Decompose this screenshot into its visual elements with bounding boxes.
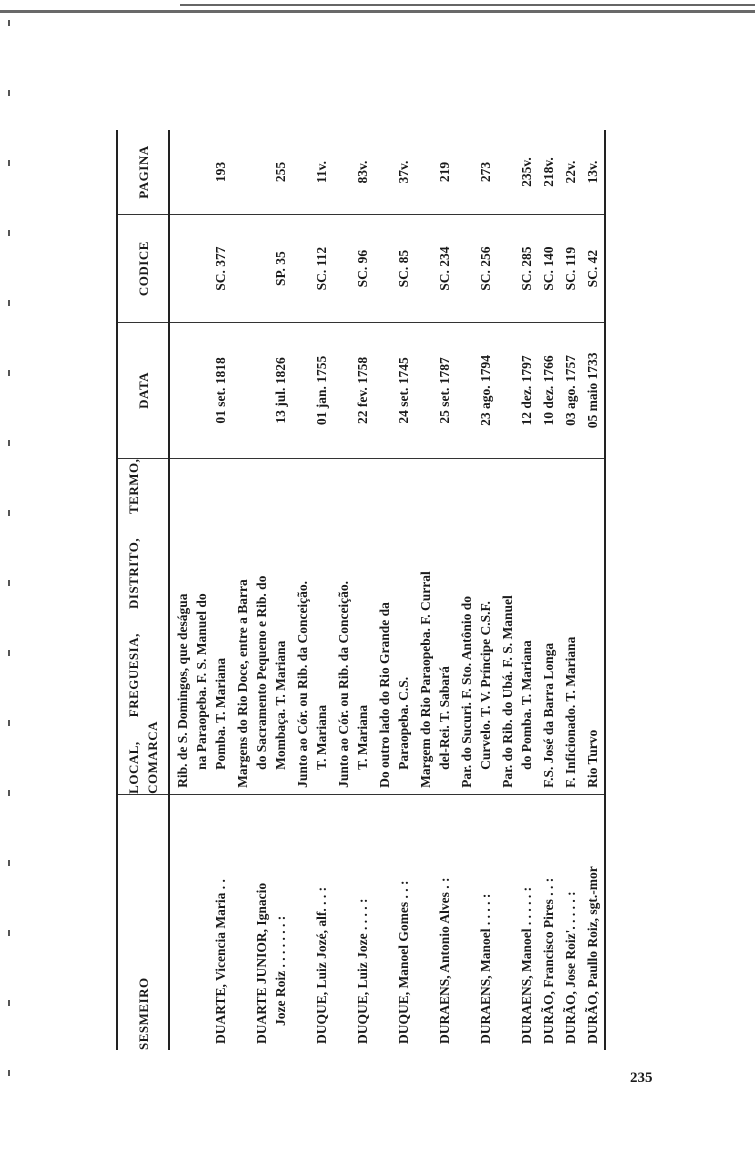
sesmeiro-cell <box>558 794 580 1050</box>
codice-cell: SC. 377 <box>169 215 230 323</box>
sesmeiro-cell-line: DUQUE, Luiz Joze . . . . : <box>355 898 370 1044</box>
sesmeiro-cell-line: DUARTE, Vicencia Maria . . <box>213 879 228 1044</box>
binding-edge <box>8 20 10 1130</box>
local-cell <box>413 458 454 794</box>
sesmeiro-cell-line: DUQUE, Manoel Gomes . . : <box>396 880 411 1044</box>
table-body <box>169 130 605 1050</box>
local-cell-line: Junto ao Cór. ou Rib. da Conceição. <box>336 580 351 788</box>
local-cell-line: Junto ao Cór. ou Rib. da Conceição. <box>295 580 310 788</box>
sesmeiro-cell-line: DUARTE JUNIOR, Ignacio <box>254 882 269 1044</box>
local-cell-line: Paraopeba. C.S. <box>396 676 411 770</box>
codice-cell: SC. 42 <box>580 215 605 323</box>
local-cell-line: Pomba. T. Mariana <box>213 657 228 770</box>
local-cell <box>536 458 558 794</box>
data-cell: 23 ago. 1794 <box>454 323 495 458</box>
codice-cell: SC. 140 <box>536 215 558 323</box>
codice-cell: SC. 285 <box>495 215 536 323</box>
pagina-cell: 11v. <box>290 130 331 215</box>
sesmeiro-cell <box>331 794 372 1050</box>
data-cell: 01 set. 1818 <box>169 323 230 458</box>
data-cell: 24 set. 1745 <box>372 323 413 458</box>
local-cell-line: Par. do Rib. do Ubá. F. S. Manuel <box>500 595 515 788</box>
local-cell <box>580 458 605 794</box>
local-cell-line: F.S. José da Barra Longa <box>541 642 556 788</box>
sesmeiro-cell <box>230 794 290 1050</box>
data-cell: 10 dez. 1766 <box>536 323 558 458</box>
sesmeiro-cell <box>454 794 495 1050</box>
header-pagina: PAGINA <box>117 130 169 215</box>
pagina-cell: 13v. <box>580 130 605 215</box>
local-cell-line: T. Mariana <box>355 704 370 770</box>
codice-cell: SC. 96 <box>331 215 372 323</box>
local-cell-line: Margem do Rio Paraopeba. F. Curral <box>418 571 433 788</box>
sesmeiro-cell-line: DURÃO, Jose Roiz'. . . . . : <box>563 891 578 1044</box>
sesmeiro-cell-line: DURÃO, Paullo Roiz, sgt.-mor <box>585 866 600 1044</box>
local-cell <box>495 458 536 794</box>
table-row <box>495 130 536 1050</box>
sesmeiro-cell <box>290 794 331 1050</box>
data-cell: 25 set. 1787 <box>413 323 454 458</box>
scan-edge-line <box>180 4 755 6</box>
header-sesmeiro: SESMEIRO <box>117 794 169 1050</box>
scan-top-border <box>0 10 755 13</box>
data-cell: 03 ago. 1757 <box>558 323 580 458</box>
page-number: 235 <box>630 1070 653 1086</box>
data-cell: 05 maio 1733 <box>580 323 605 458</box>
sesmeiro-cell <box>495 794 536 1050</box>
table-row <box>331 130 372 1050</box>
local-cell-line: Mombaça. T. Mariana <box>273 640 288 770</box>
codice-cell: SC. 112 <box>290 215 331 323</box>
local-cell-line: na Paraopeba. F. S. Manuel do <box>194 593 209 770</box>
sesmeiro-cell <box>413 794 454 1050</box>
local-cell <box>230 458 290 794</box>
data-cell: 13 jul. 1826 <box>230 323 290 458</box>
table-header-row <box>117 130 169 1050</box>
local-cell-line: Rio Turvo <box>585 729 600 788</box>
local-cell-line: do Sacramento Pequeno e Rib. do <box>254 575 269 770</box>
pagina-cell: 83v. <box>331 130 372 215</box>
pagina-cell: 22v. <box>558 130 580 215</box>
sesmeiro-cell <box>536 794 558 1050</box>
sesmeiro-cell-line: DUQUE, Luiz Jozé, alf. . . : <box>314 886 329 1044</box>
local-cell-line: T. Mariana <box>314 704 329 770</box>
sesmeiro-cell-line: DURAENS, Antonio Alves . : <box>437 877 452 1044</box>
header-local: LOCAL, FREGUESIA, DISTRITO, TERMO, COMARCA <box>117 458 169 794</box>
pagina-cell: 255 <box>230 130 290 215</box>
table-row <box>169 130 230 1050</box>
local-cell-line: F. Inficionado. T. Mariana <box>563 636 578 788</box>
local-cell-line: Curvelo. T. V. Príncipe C.S.F. <box>478 601 493 770</box>
rotated-table-container <box>116 130 656 1050</box>
sesmeiro-cell <box>372 794 413 1050</box>
sesmeiro-cell <box>580 794 605 1050</box>
local-cell <box>454 458 495 794</box>
local-cell <box>169 458 230 794</box>
sesmeiro-cell <box>169 794 230 1050</box>
pagina-cell: 273 <box>454 130 495 215</box>
local-cell-line: Do outro lado do Rio Grande da <box>377 602 392 788</box>
sesmeiro-cell-line: Joze Roiz . . . . . . . : <box>273 915 288 1026</box>
sesmeiro-cell-line: DURAENS, Manoel . . . . : <box>478 893 493 1044</box>
table-row <box>558 130 580 1050</box>
sesmeiro-cell-line: DURÃO, Francisco Pires . . : <box>541 877 556 1044</box>
codice-cell: SC. 85 <box>372 215 413 323</box>
table-row <box>372 130 413 1050</box>
table-row <box>454 130 495 1050</box>
local-cell-line: Margens do Rio Doce, entre a Barra <box>235 579 250 788</box>
codice-cell: SC. 234 <box>413 215 454 323</box>
data-cell: 22 fev. 1758 <box>331 323 372 458</box>
table-row <box>413 130 454 1050</box>
pagina-cell: 193 <box>169 130 230 215</box>
codice-cell: SC. 119 <box>558 215 580 323</box>
data-cell: 12 dez. 1797 <box>495 323 536 458</box>
table-row <box>230 130 290 1050</box>
local-cell-line: Rib. de S. Domingos, que deságua <box>175 593 190 788</box>
table-row <box>536 130 558 1050</box>
local-cell-line: del-Rei. T. Sabará <box>437 666 452 770</box>
data-cell: 01 jan. 1755 <box>290 323 331 458</box>
codice-cell: SC. 256 <box>454 215 495 323</box>
local-cell <box>290 458 331 794</box>
pagina-cell: 218v. <box>536 130 558 215</box>
header-codice: CODICE <box>117 215 169 323</box>
local-cell <box>558 458 580 794</box>
header-data: DATA <box>117 323 169 458</box>
table-row <box>290 130 331 1050</box>
local-cell-line: do Pomba. T. Mariana <box>519 640 534 770</box>
table-row <box>580 130 605 1050</box>
sesmarias-table <box>116 130 606 1050</box>
local-cell <box>331 458 372 794</box>
sesmeiro-cell-line: DURAENS, Manoel . . . . . : <box>519 886 534 1044</box>
local-cell-line: Par. do Sucuri. F. Sto. Antônio do <box>459 596 474 788</box>
codice-cell: SP. 35 <box>230 215 290 323</box>
pagina-cell: 235v. <box>495 130 536 215</box>
local-cell <box>372 458 413 794</box>
pagina-cell: 37v. <box>372 130 413 215</box>
pagina-cell: 219 <box>413 130 454 215</box>
